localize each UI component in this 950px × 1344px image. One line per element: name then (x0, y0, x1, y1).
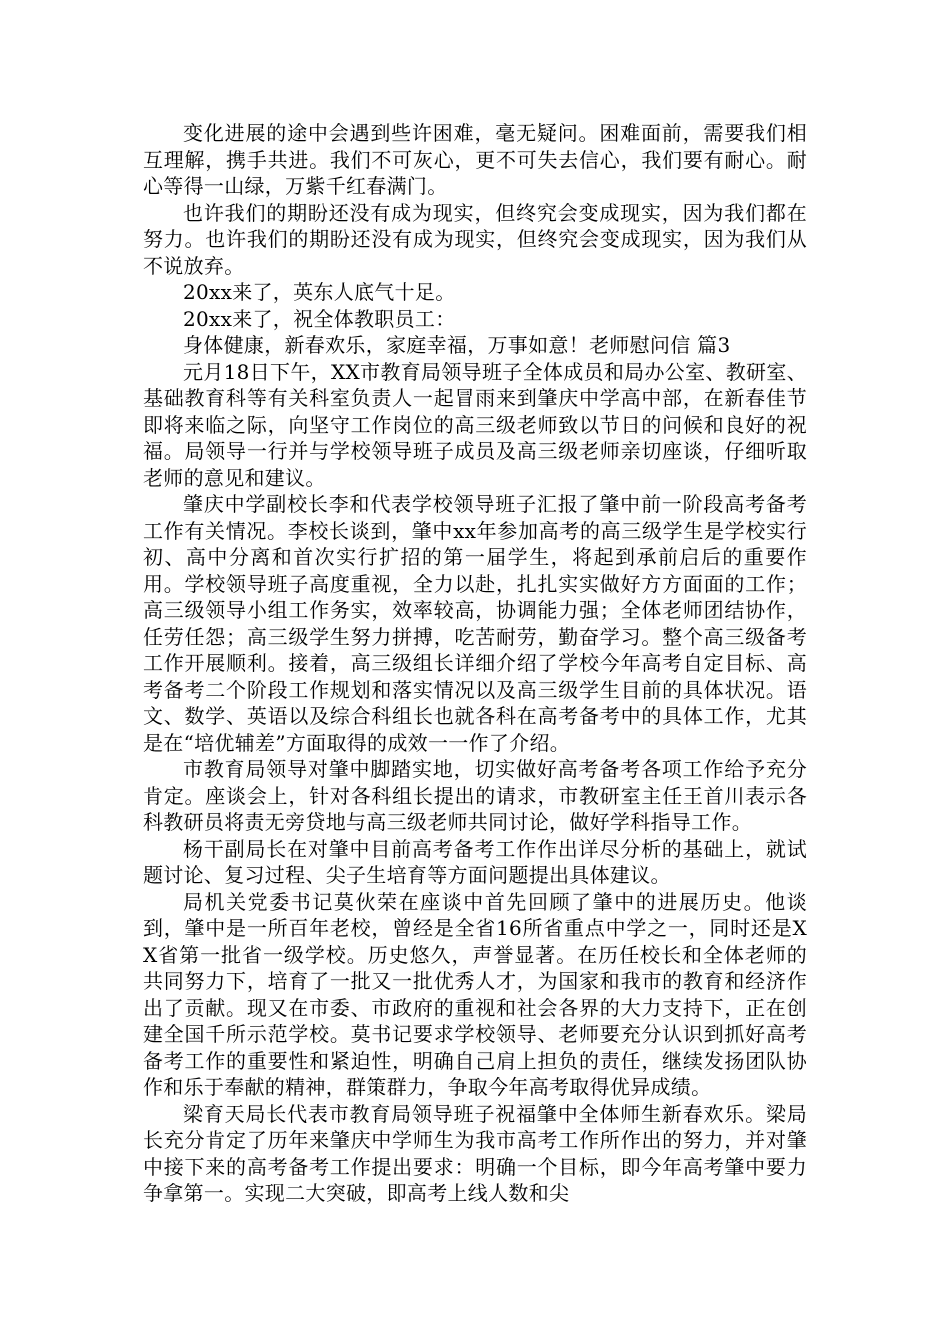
paragraph-2: 也许我们的期盼还没有成为现实，但终究会变成现实，因为我们都在努力。也许我们的期盼还没有成为现实，但终究会变成现实，因为我们从不说放弃。 (143, 200, 807, 278)
paragraph-10: 局机关党委书记莫伙荣在座谈中首先回顾了肇中的进展历史。他谈到，肇中是一所百年老校，曾经是全省16所省重点中学之一，同时还是XX省第一批省一级学校。历史悠久，声誉显著。在历任校长和全体老师的共同努力下，培育了一批又一批优秀人才，为国家和我市的教育和经济作出了贡献。现又在市委、市政府的重视和社会各界的大力支持下，正在创建全国千所示范学校。莫书记要求学校领导、老师要充分认识到抓好高考备考工作的重要性和紧迫性，明确自己肩上担负的责任，继续发扬团队协作和乐于奉献的精神，群策群力，争取今年高考取得优异成绩。 (143, 889, 807, 1099)
paragraph-6: 元月18日下午，XX市教育局领导班子全体成员和局办公室、教研室、基础教育科等有关科室负责人一起冒雨来到肇庆中学高中部，在新春佳节即将来临之际，向坚守工作岗位的高三级老师致以节日的问候和良好的祝福。局领导一行并与学校领导班子成员及高三级老师亲切座谈，仔细听取老师的意见和建议。 (143, 359, 807, 490)
paragraph-9: 杨干副局长在对肇中目前高考备考工作作出详尽分析的基础上，就试题讨论、复习过程、尖子生培育等方面问题提出具体建议。 (143, 836, 807, 887)
paragraph-11: 梁育天局长代表市教育局领导班子祝福肇中全体师生新春欢乐。梁局长充分肯定了历年来肇庆中学师生为我市高考工作所作出的努力，并对肇中接下来的高考备考工作提出要求：明确一个目标，即今年高考肇中要力争拿第一。实现二大突破，即高考上线人数和尖 (143, 1101, 807, 1205)
paragraph-7: 肇庆中学副校长李和代表学校领导班子汇报了肇中前一阶段高考备考工作有关情况。李校长谈到，肇中xx年参加高考的高三级学生是学校实行初、高中分离和首次实行扩招的第一届学生，将起到承前启后的重要作用。学校领导班子高度重视，全力以赴，扎扎实实做好方方面面的工作；高三级领导小组工作务实，效率较高，协调能力强；全体老师团结协作，任劳任怨；高三级学生努力拼搏，吃苦耐劳，勤奋学习。整个高三级备考工作开展顺利。接着，高三级组长详细介绍了学校今年高考自定目标、高考备考二个阶段工作规划和落实情况以及高三级学生目前的具体状况。语文、数学、英语以及综合科组长也就各科在高考备考中的具体工作，尤其是在“培优辅差”方面取得的成效一一作了介绍。 (143, 492, 807, 755)
paragraph-8: 市教育局领导对肇中脚踏实地，切实做好高考备考各项工作给予充分肯定。座谈会上，针对各科组长提出的请求，市教研室主任王首川表示各科教研员将责无旁贷地与高三级老师共同讨论，做好学科指导工作。 (143, 757, 807, 834)
document-body (143, 120, 807, 1207)
paragraph-3: 20xx来了，英东人底气十足。 (183, 280, 456, 304)
paragraph-1: 变化进展的途中会遇到些许困难，毫无疑问。困难面前，需要我们相互理解，携手共进。我们不可灰心，更不可失去信心，我们要有耐心。耐心等得一山绿，万紫千红春满门。 (143, 121, 807, 198)
paragraph-4: 20xx来了，祝全体教职员工： (183, 306, 456, 331)
paragraph-5: 身体健康，新春欢乐，家庭幸福，万事如意！老师慰问信 篇3 (183, 333, 731, 357)
